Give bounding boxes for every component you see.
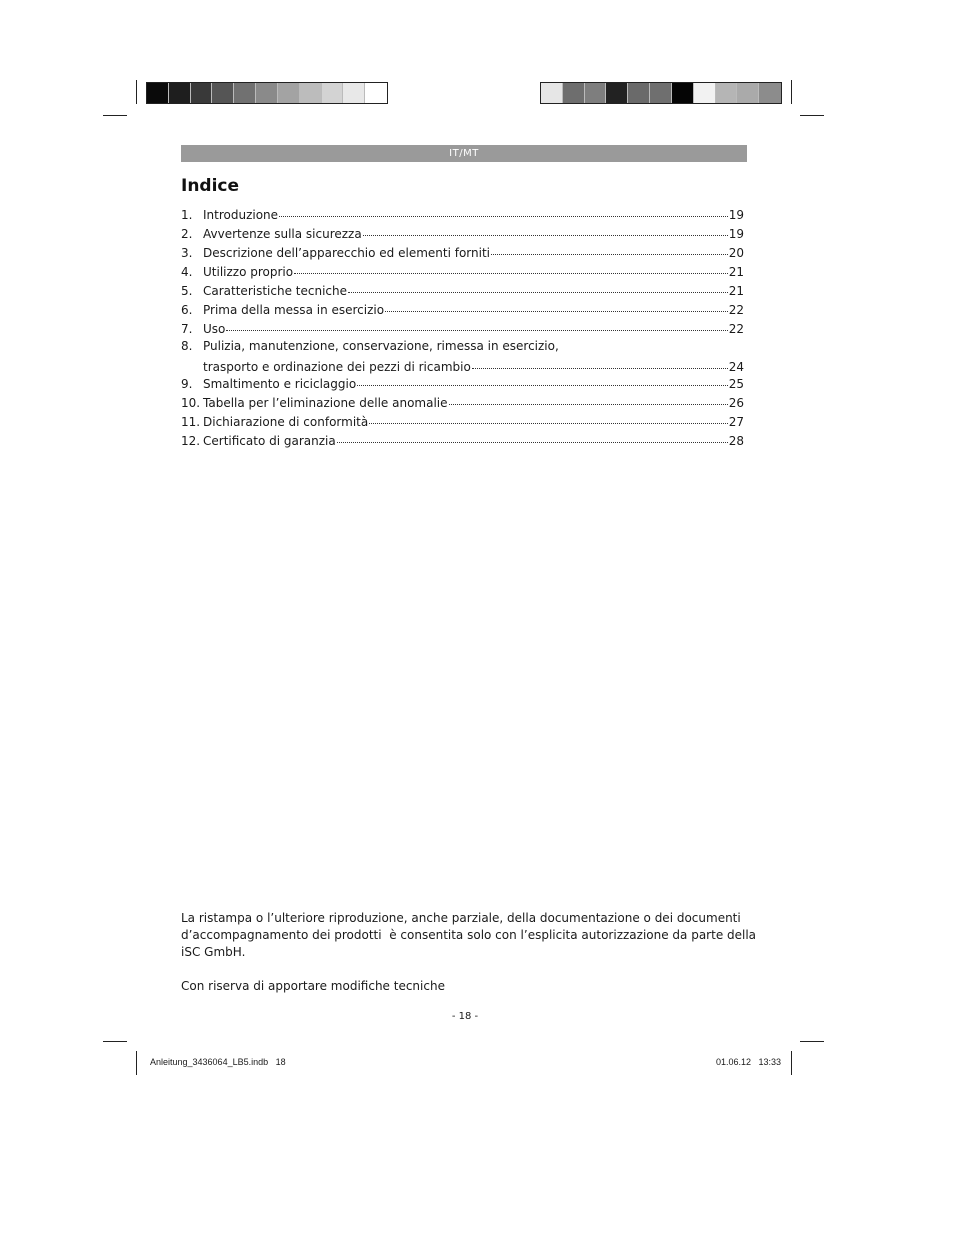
color-bar-right-swatch bbox=[737, 83, 759, 103]
crop-mark-top-left-v bbox=[136, 80, 137, 104]
crop-mark-bottom-left-h bbox=[103, 1041, 127, 1042]
color-bar-right-swatch bbox=[759, 83, 781, 103]
toc-entry-number: 6. bbox=[181, 303, 193, 317]
toc-entry-page: 27 bbox=[728, 415, 744, 429]
toc-entry-page: 24 bbox=[728, 360, 744, 374]
toc-entry-number: 2. bbox=[181, 227, 193, 241]
toc-entry-title: Certificato di garanzia bbox=[203, 434, 336, 448]
toc-entry bbox=[181, 318, 744, 337]
language-label: IT/MT bbox=[449, 148, 479, 159]
color-bar-left-swatch bbox=[256, 83, 278, 103]
toc-entry-title: Prima della messa in esercizio bbox=[203, 303, 385, 317]
color-bar-left-swatch bbox=[169, 83, 191, 103]
crop-mark-top-right-v bbox=[791, 80, 792, 104]
color-bar-left-swatch bbox=[300, 83, 322, 103]
toc-entry-number: 4. bbox=[181, 265, 193, 279]
toc-entry-page: 26 bbox=[728, 396, 744, 410]
toc-entry-title: Descrizione dell’apparecchio ed elementi forniti bbox=[203, 246, 490, 260]
toc-entry-number: 8. bbox=[181, 339, 193, 353]
toc-entry-number: 5. bbox=[181, 284, 193, 298]
color-bar-left-swatch bbox=[234, 83, 256, 103]
toc-entry-leader bbox=[472, 354, 728, 369]
toc-entry-leader bbox=[491, 240, 728, 255]
toc-entry-leader bbox=[279, 202, 728, 217]
footer-file-name: Anleitung_3436064_LB5.indb 18 bbox=[150, 1057, 286, 1067]
color-bar-left-swatch bbox=[191, 83, 213, 103]
color-bar-right bbox=[540, 82, 782, 104]
toc-entry-leader bbox=[385, 297, 728, 312]
language-header-bar bbox=[181, 145, 747, 162]
toc-entry-leader bbox=[363, 221, 728, 236]
color-bar-left-swatch bbox=[212, 83, 234, 103]
toc-entry-leader bbox=[369, 409, 728, 424]
crop-mark-top-right-h bbox=[800, 115, 824, 116]
toc-entry-page: 19 bbox=[728, 227, 744, 241]
toc-entry-number: 10. bbox=[181, 396, 201, 410]
toc-entry-number: 1. bbox=[181, 208, 193, 222]
page-number: - 18 - bbox=[451, 1011, 479, 1022]
toc-entry-title: Pulizia, manutenzione, conservazione, rimessa in esercizio, bbox=[203, 339, 559, 353]
color-bar-left-swatch bbox=[365, 83, 387, 103]
color-bar-left-swatch bbox=[278, 83, 300, 103]
table-of-contents bbox=[181, 204, 744, 449]
color-bar-right-swatch bbox=[628, 83, 650, 103]
toc-entry-number: 9. bbox=[181, 377, 193, 391]
toc-entry-leader bbox=[337, 428, 728, 443]
notice-line-1: La ristampa o l’ulteriore riproduzione, anche parziale, della documentazione o dei documenti bbox=[181, 911, 741, 925]
color-bar-left-swatch bbox=[343, 83, 365, 103]
toc-entry-number: 3. bbox=[181, 246, 193, 260]
color-bar-right-swatch bbox=[563, 83, 585, 103]
toc-entry-title: Smaltimento e riciclaggio bbox=[203, 377, 357, 391]
toc-entry bbox=[181, 337, 744, 373]
color-bar-left-swatch bbox=[147, 83, 169, 103]
toc-entry-page: 21 bbox=[728, 284, 744, 298]
toc-entry-title: Dichiarazione di conformità bbox=[203, 415, 369, 429]
toc-entry-number: 12. bbox=[181, 434, 201, 448]
color-bar-right-swatch bbox=[541, 83, 563, 103]
toc-entry-page: 21 bbox=[728, 265, 744, 279]
color-bar-right-swatch bbox=[716, 83, 738, 103]
toc-entry-title: Introduzione bbox=[203, 208, 279, 222]
toc-entry-page: 28 bbox=[728, 434, 744, 448]
technical-reserve-notice: Con riserva di apportare modifiche tecniche bbox=[181, 979, 445, 993]
crop-mark-top-left-h bbox=[103, 115, 127, 116]
toc-entry-title: Uso bbox=[203, 322, 226, 336]
toc-entry-number: 7. bbox=[181, 322, 193, 336]
toc-entry-number: 11. bbox=[181, 415, 201, 429]
toc-entry-page: 22 bbox=[728, 303, 744, 317]
color-bar-right-swatch bbox=[672, 83, 694, 103]
toc-entry-title: Tabella per l’eliminazione delle anomalie bbox=[203, 396, 448, 410]
crop-mark-bottom-left-v bbox=[136, 1051, 137, 1075]
toc-entry-page: 22 bbox=[728, 322, 744, 336]
toc-entry-page: 19 bbox=[728, 208, 744, 222]
toc-entry-title: Utilizzo proprio bbox=[203, 265, 294, 279]
copyright-notice bbox=[181, 910, 757, 961]
crop-mark-bottom-right-h bbox=[800, 1041, 824, 1042]
color-bar-right-swatch bbox=[606, 83, 628, 103]
color-bar-right-swatch bbox=[585, 83, 607, 103]
color-bar-right-swatch bbox=[694, 83, 716, 103]
color-bar-right-swatch bbox=[650, 83, 672, 103]
toc-entry-leader bbox=[294, 259, 728, 274]
toc-entry-leader bbox=[226, 316, 727, 331]
toc-entry-page: 25 bbox=[728, 377, 744, 391]
toc-entry-title: Caratteristiche tecniche bbox=[203, 284, 347, 298]
crop-mark-bottom-right-v bbox=[791, 1051, 792, 1075]
color-bar-left-swatch bbox=[322, 83, 344, 103]
toc-entry-leader bbox=[357, 371, 728, 386]
footer-datetime: 01.06.12 13:33 bbox=[716, 1057, 782, 1067]
notice-line-3: iSC GmbH. bbox=[181, 945, 246, 959]
color-bar-left bbox=[146, 82, 388, 104]
toc-entry-title: Avvertenze sulla sicurezza bbox=[203, 227, 362, 241]
page-title: Indice bbox=[181, 176, 240, 196]
toc-entry-title-continued: trasporto e ordinazione dei pezzi di ricambio bbox=[203, 360, 471, 374]
toc-entry-leader bbox=[348, 278, 728, 293]
toc-entry bbox=[181, 430, 744, 449]
toc-entry-page: 20 bbox=[728, 246, 744, 260]
notice-line-2: d’accompagnamento dei prodotti è consentita solo con l’esplicita autorizzazione da parte della bbox=[181, 928, 757, 942]
toc-entry-leader bbox=[449, 390, 728, 405]
